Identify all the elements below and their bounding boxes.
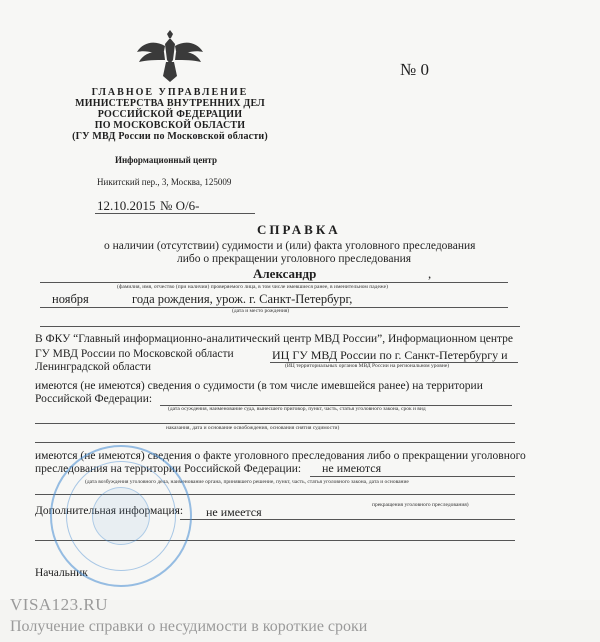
additional-info-value: не имеется: [206, 505, 262, 519]
para3-hint-1: (дата возбуждения уголовного дела, наименование органа, принявшего решение, пункт, часть, статья уголовного закона, дата и основание: [85, 479, 409, 485]
document-number: № 0: [400, 60, 429, 79]
para2-line1: имеются (не имеются) сведения о судимости (в том числе имевшейся ранее) на территории: [35, 380, 483, 392]
para3-hint-2: прекращения уголовного преследования): [372, 502, 469, 508]
document-reference: № О/6-: [160, 198, 200, 213]
person-name: Александр: [253, 266, 317, 281]
para3-line1: имеются (не имеются) сведения о факте уголовного преследования либо о прекращении уголовного: [35, 450, 526, 462]
brand-tagline: Получение справки о несудимости в короткие сроки: [10, 618, 368, 635]
name-comma: ,: [428, 266, 432, 281]
org-line-5: (ГУ МВД России по Московской области): [72, 131, 268, 142]
name-hint: (фамилия, имя, отчество (при наличии) проверяемого лица, в том числе имевшиеся ранее, в именительном падеже): [117, 284, 388, 290]
prosecution-value: не имеются: [322, 461, 382, 475]
document-title: СПРАВКА: [257, 222, 341, 237]
chief-label: Начальник: [35, 567, 88, 579]
para1-line2a: ГУ МВД России по Московской области: [35, 348, 234, 360]
brand-name: VISA123.RU: [10, 595, 109, 614]
info-center: Информационный центр: [115, 155, 217, 165]
birth-hint: (дата и место рождения): [232, 308, 290, 314]
birth-month: ноября: [52, 292, 89, 306]
org-line-4: ПО МОСКОВСКОЙ ОБЛАСТИ: [94, 120, 246, 131]
org-line-3: РОССИЙСКОЙ ФЕДЕРАЦИИ: [97, 109, 243, 120]
title-sub-1: о наличии (отсутствии) судимости и (или) факта уголовного преследования: [104, 240, 476, 252]
birth-place: года рождения, урож. г. Санкт-Петербург,: [132, 292, 353, 306]
watermark-footer: [0, 590, 600, 642]
official-seal-icon: [50, 445, 192, 587]
org-line-1: ГЛАВНОЕ УПРАВЛЕНИЕ: [91, 87, 249, 98]
eagle-emblem-icon: [135, 30, 205, 90]
para1-line3: Ленинградской области: [35, 361, 152, 373]
para2-line2: Российской Федерации:: [35, 393, 153, 405]
title-sub-2: либо о прекращении уголовного преследования: [177, 253, 412, 265]
para2-hint-2: наказания, дата и основание освобождения, основания снятия судимости): [166, 425, 340, 431]
org-address: Никитский пер., 3, Москва, 125009: [97, 177, 232, 187]
issue-date: 12.10.2015: [97, 198, 156, 213]
para1-line2b: ИЦ ГУ МВД России по г. Санкт-Петербургу и: [272, 348, 508, 362]
org-line-2: МИНИСТЕРСТВА ВНУТРЕННИХ ДЕЛ: [75, 98, 265, 109]
para1-hint: (ИЦ территориальных органов МВД России на региональном уровне): [285, 363, 450, 369]
additional-info-label: Дополнительная информация:: [35, 505, 184, 517]
para1-line1: В ФКУ “Главный информационно-аналитический центр МВД России”, Информационном центре: [35, 333, 514, 345]
para3-line2: преследования на территории Российской Федерации:: [35, 463, 302, 475]
para2-hint-1: (дата осуждения, наименование суда, вынесшего приговор, пункт, часть, статья уголовного закона, срок и вид: [168, 406, 426, 412]
